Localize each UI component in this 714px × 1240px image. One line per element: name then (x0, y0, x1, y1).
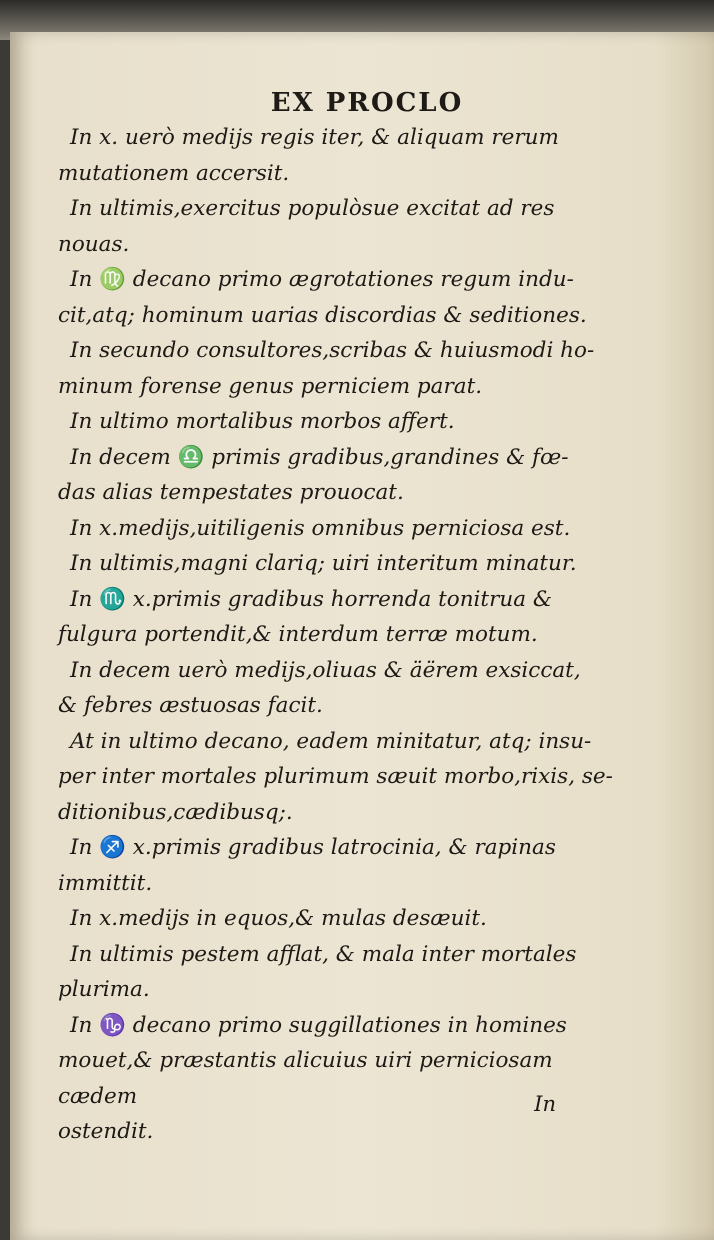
text-line (58, 1008, 618, 1044)
text-line-start: In (70, 267, 100, 292)
text-line-start: In ultimis pestem afflat, & mala inter mortales (70, 941, 577, 967)
text-line-start: In x.medijs,uitiligenis omnibus perniciosa est. (70, 515, 571, 541)
text-line-end: decano primo ægrotationes regum indu- (125, 267, 574, 292)
text-line-start: mutationem accersit. (58, 160, 290, 186)
text-line-start: In ultimis,exercitus populòsue excitat ad res (70, 196, 555, 221)
text-line-start: & febres æstuosas facit. (58, 693, 323, 718)
text-line (58, 369, 618, 405)
text-line-start: minum forense genus perniciem parat. (58, 373, 483, 399)
text-line-start: In (70, 1012, 100, 1038)
text-line (58, 191, 618, 227)
text-line-start: ditionibus,cædibusq;. (58, 799, 293, 825)
zodiac-sign-icon: ♏ (99, 586, 126, 612)
zodiac-sign-icon: ♐ (99, 835, 126, 860)
text-line-end: x.primis gradibus latrocinia, & rapinas (125, 835, 556, 860)
text-line (58, 866, 618, 902)
text-line-start: immittit. (58, 870, 153, 896)
text-line (58, 511, 618, 547)
text-line-start: At in ultimo decano, eadem minitatur, atq; insu- (70, 728, 592, 754)
text-line (58, 582, 618, 618)
text-line (58, 972, 618, 1008)
text-line-start: In secundo consultores,scribas & huiusmodi ho- (70, 338, 595, 363)
text-line-end: primis gradibus,grandines & fœ- (204, 444, 569, 470)
text-line-start: plurima. (58, 977, 150, 1002)
text-line-start: In x. uerò medijs regis iter, & aliquam rerum (70, 125, 559, 150)
running-header: EX PROCLO (270, 88, 464, 118)
text-line-start: das alias tempestates prouocat. (58, 480, 404, 505)
text-line (58, 901, 618, 937)
text-line-start: In (70, 835, 100, 860)
text-line (58, 298, 618, 334)
text-line-start: In decem (70, 444, 178, 470)
text-line-start: In ultimis,magni clariq; uiri interitum minatur. (70, 551, 577, 576)
text-line (58, 688, 618, 724)
text-line-start: In x.medijs in equos,& mulas desæuit. (70, 906, 487, 931)
text-line-start: nouas. (58, 231, 130, 257)
text-line-start: In ultimo mortalibus morbos affert. (70, 409, 455, 434)
text-line-end: x.primis gradibus horrenda tonitrua & (125, 586, 552, 612)
text-line (58, 120, 618, 156)
body-text (58, 120, 618, 1150)
zodiac-sign-icon: ♍ (99, 267, 126, 292)
text-line-start: cit,atq; hominum uarias discordias & seditiones. (58, 302, 587, 328)
book-page (10, 32, 714, 1240)
text-line (58, 546, 618, 582)
text-line (58, 653, 618, 689)
text-line-start: In (70, 586, 100, 612)
text-line (58, 1114, 618, 1150)
text-line (58, 404, 618, 440)
text-line (58, 795, 618, 831)
text-line-start: ostendit. (58, 1119, 154, 1144)
text-line (58, 617, 618, 653)
text-line (58, 227, 618, 263)
text-line (58, 440, 618, 476)
text-line-end: decano primo suggillationes in homines (125, 1012, 567, 1038)
catchword: In (534, 1092, 556, 1116)
zodiac-sign-icon: ♑ (99, 1012, 126, 1038)
text-line (58, 475, 618, 511)
text-line-start: fulgura portendit,& interdum terræ motum. (58, 622, 538, 647)
text-line (58, 830, 618, 866)
text-line (58, 333, 618, 369)
text-line (58, 262, 618, 298)
text-line-start: per inter mortales plurimum sæuit morbo,rixis, se- (58, 764, 613, 789)
text-line-start: In decem uerò medijs,oliuas & äërem exsiccat, (70, 657, 581, 683)
text-line (58, 156, 618, 192)
text-line (58, 724, 618, 760)
text-line-start: mouet,& præstantis alicuius uiri perniciosam cædem (58, 1048, 553, 1109)
zodiac-sign-icon: ♎ (177, 444, 205, 470)
text-line (58, 759, 618, 795)
text-line (58, 937, 618, 973)
